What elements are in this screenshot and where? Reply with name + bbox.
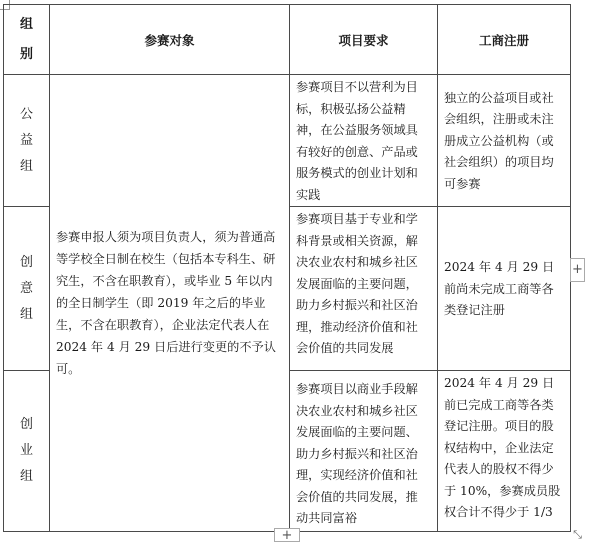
header-participants: 参赛对象 [50, 5, 290, 75]
group-cell-creative: 创意组 [4, 207, 50, 371]
header-requirements: 项目要求 [290, 5, 438, 75]
header-registration: 工商注册 [438, 5, 571, 75]
registration-cell: 2024 年 4 月 29 日前已完成工商等各类登记注册。项目的股权结构中，企业法定代表人的股权不得少于 10%，参赛成员股权合计不得少于 1/3 [438, 371, 571, 532]
competition-groups-table [3, 4, 571, 532]
requirement-cell: 参赛项目基于专业和学科背景或相关资源，解决农业农村和城乡社区发展面临的主要问题，助力乡村振兴和社区治理，推动经济价值和社会价值的共同发展 [290, 207, 438, 371]
requirement-cell: 参赛项目不以营利为目标，积极弘扬公益精神，在公益服务领域具有较好的创意、产品或服务模式的创业计划和实践 [290, 75, 438, 207]
registration-cell: 独立的公益项目或社会组织，注册或未注册成立公益机构（或社会组织）的项目均可参赛 [438, 75, 571, 207]
group-cell-startup: 创业组 [4, 371, 50, 532]
requirement-cell: 参赛项目以商业手段解决农业农村和城乡社区发展面临的主要问题、助力乡村振兴和社区治理，实现经济价值和社会价值的共同发展，推动共同富裕 [290, 371, 438, 532]
eligibility-cell: 参赛申报人须为项目负责人，须为普通高等学校全日制在校生（包括本专科生、研究生，不含在职教育），或毕业 5 年以内的全日制学生（即 2019 年之后的毕业生，不含在职教育），企业法定代表人在 2024 年 4 月 29 日后进行变更的不予认可。 [50, 75, 290, 532]
add-column-button[interactable]: + [570, 258, 585, 282]
table-row [4, 75, 571, 207]
group-cell-public-welfare: 公益组 [4, 75, 50, 207]
table-header-row [4, 5, 571, 75]
add-row-button[interactable]: + [274, 528, 300, 542]
registration-cell: 2024 年 4 月 29 日前尚未完成工商等各类登记注册 [438, 207, 571, 371]
header-group: 组别 [4, 5, 50, 75]
table-resize-handle-icon[interactable]: ⤡ [573, 528, 582, 541]
